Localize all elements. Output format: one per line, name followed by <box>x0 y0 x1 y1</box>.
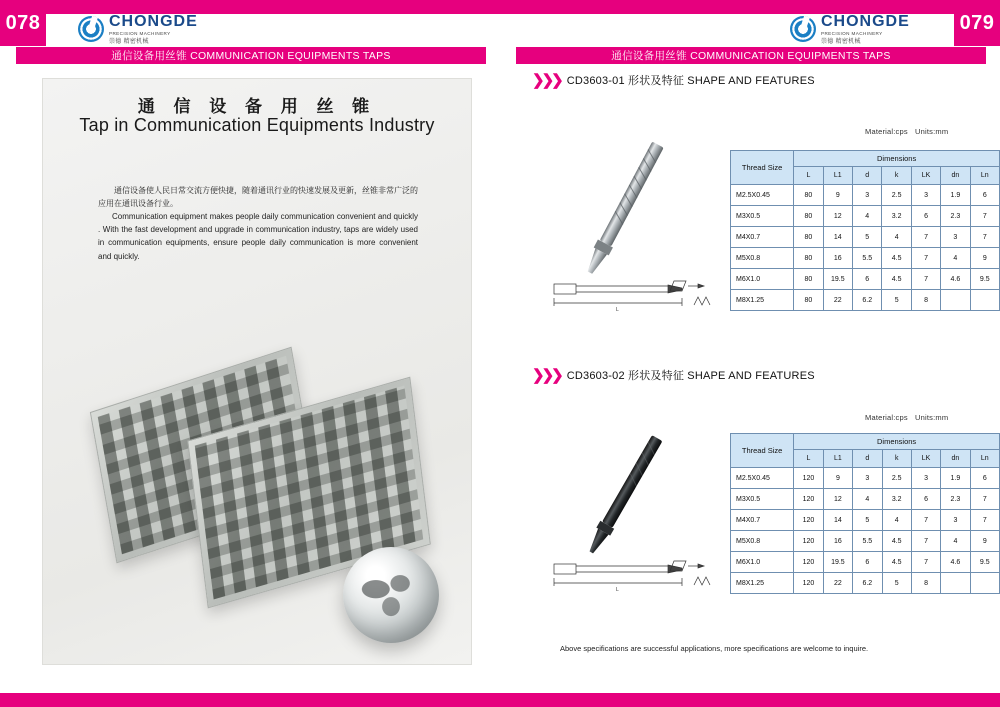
dimensions-header-2: Dimensions <box>794 434 1000 450</box>
logo-right <box>790 14 910 45</box>
col-header-k: k <box>882 167 911 185</box>
page-number-left: 078 <box>0 0 46 46</box>
col-header-LK: LK <box>911 450 940 468</box>
chevron-right-icon: ❯❯❯ <box>532 71 561 89</box>
block-heading-1 <box>532 72 815 88</box>
panel-title-en: Tap in Communication Equipments Industry <box>79 115 435 135</box>
table-row: M2.5X0.45 80 9 3 2.5 3 1.9 6 <box>731 185 1000 206</box>
table-row: M3X0.5 80 12 4 3.2 6 2.3 7 <box>731 206 1000 227</box>
bottom-bar-right <box>500 693 1000 707</box>
thread-size-header-1: Thread Size <box>731 151 794 185</box>
top-bar-left <box>0 0 500 14</box>
col-header-dn: dn <box>941 450 970 468</box>
table-row: M4X0.7 120 14 5 4 7 3 7 <box>731 510 1000 531</box>
panel-title-cn: 通 信 设 备 用 丝 锥 <box>137 97 377 116</box>
table-row: M5X0.8 80 16 5.5 4.5 7 4 9 <box>731 248 1000 269</box>
section-bar-right: 通信设备用丝锥 COMMUNICATION EQUIPMENTS TAPS <box>516 47 986 64</box>
table-row: M8X1.25 80 22 6.2 5 8 <box>731 290 1000 311</box>
block-heading-2 <box>532 367 815 383</box>
page-number-right: 079 <box>954 0 1000 46</box>
spec-table-2 <box>730 433 1000 594</box>
material-label-1: Material:cps <box>865 127 908 136</box>
material-label-2: Material:cps <box>865 413 908 422</box>
svg-text:L: L <box>616 307 619 312</box>
table-row: M4X0.7 80 14 5 4 7 3 7 <box>731 227 1000 248</box>
units-label-1: Units:mm <box>915 127 949 136</box>
thread-size-header-2: Thread Size <box>731 434 794 468</box>
col-header-d: d <box>853 450 882 468</box>
col-header-L1: L1 <box>823 167 853 185</box>
table-row: M5X0.8 120 16 5.5 4.5 7 4 9 <box>731 531 1000 552</box>
panel-paragraph-en: Communication equipment makes people daily communication convenient and quickly . With the fast development and upgrade in communication industry, taps are widely used in communication equipments, ensure people daily communication is more convenient and quickly. <box>98 212 418 261</box>
thread-profile-icon-1 <box>668 275 716 307</box>
block-title-1: CD3603-01 形状及特征 SHAPE AND FEATURES <box>566 75 815 87</box>
brand-cn-right: 崇德 精密机械 <box>821 38 861 45</box>
brand-cn-left: 崇德 精密机械 <box>109 38 149 45</box>
chevron-right-icon: ❯❯❯ <box>532 366 561 384</box>
tap-drawing-2 <box>540 428 710 568</box>
logo-left <box>78 14 198 45</box>
col-header-Ln: Ln <box>970 167 999 185</box>
table-row: M2.5X0.45 120 9 3 2.5 3 1.9 6 <box>731 468 1000 489</box>
col-header-Ln: Ln <box>970 450 999 468</box>
chongde-logo-icon <box>790 16 816 42</box>
left-illustration-panel <box>42 78 472 665</box>
table-row: M6X1.0 120 19.5 6 4.5 7 4.6 9.5 <box>731 552 1000 573</box>
brand-name-right: CHONGDE <box>821 13 910 30</box>
footer-note: Above specifications are successful applications, more specifications are welcome to inquire. <box>560 644 869 653</box>
col-header-d: d <box>853 167 882 185</box>
col-header-k: k <box>882 450 911 468</box>
block-title-2: CD3603-02 形状及特征 SHAPE AND FEATURES <box>566 370 815 382</box>
panel-paragraph-cn: 通信设备使人民日常交流方便快捷，随着通讯行业的快速发展及更新，丝锥非常广泛的应用在通讯设备行业。 <box>98 186 418 209</box>
brand-sub-right: PRECISION MACHINERY <box>821 31 883 36</box>
table-row: M6X1.0 80 19.5 6 4.5 7 4.6 9.5 <box>731 269 1000 290</box>
thread-profile-icon-2 <box>668 555 716 587</box>
table-row: M8X1.25 120 22 6.2 5 8 <box>731 573 1000 594</box>
table-row: M3X0.5 120 12 4 3.2 6 2.3 7 <box>731 489 1000 510</box>
glass-globe-photo <box>343 547 439 643</box>
bottom-bar-left <box>0 693 500 707</box>
brand-name-left: CHONGDE <box>109 13 198 30</box>
brand-sub-left: PRECISION MACHINERY <box>109 31 171 36</box>
units-label-2: Units:mm <box>915 413 949 422</box>
col-header-L1: L1 <box>823 450 853 468</box>
col-header-L: L <box>794 167 823 185</box>
top-bar-right <box>500 0 1000 14</box>
svg-text:L: L <box>616 587 619 592</box>
spec-table-1 <box>730 150 1000 311</box>
col-header-L: L <box>794 450 823 468</box>
col-header-LK: LK <box>911 167 940 185</box>
col-header-dn: dn <box>941 167 970 185</box>
tap-drawing-1 <box>540 132 710 292</box>
section-bar-left: 通信设备用丝锥 COMMUNICATION EQUIPMENTS TAPS <box>16 47 486 64</box>
dimensions-header-1: Dimensions <box>794 151 1000 167</box>
chongde-logo-icon <box>78 16 104 42</box>
